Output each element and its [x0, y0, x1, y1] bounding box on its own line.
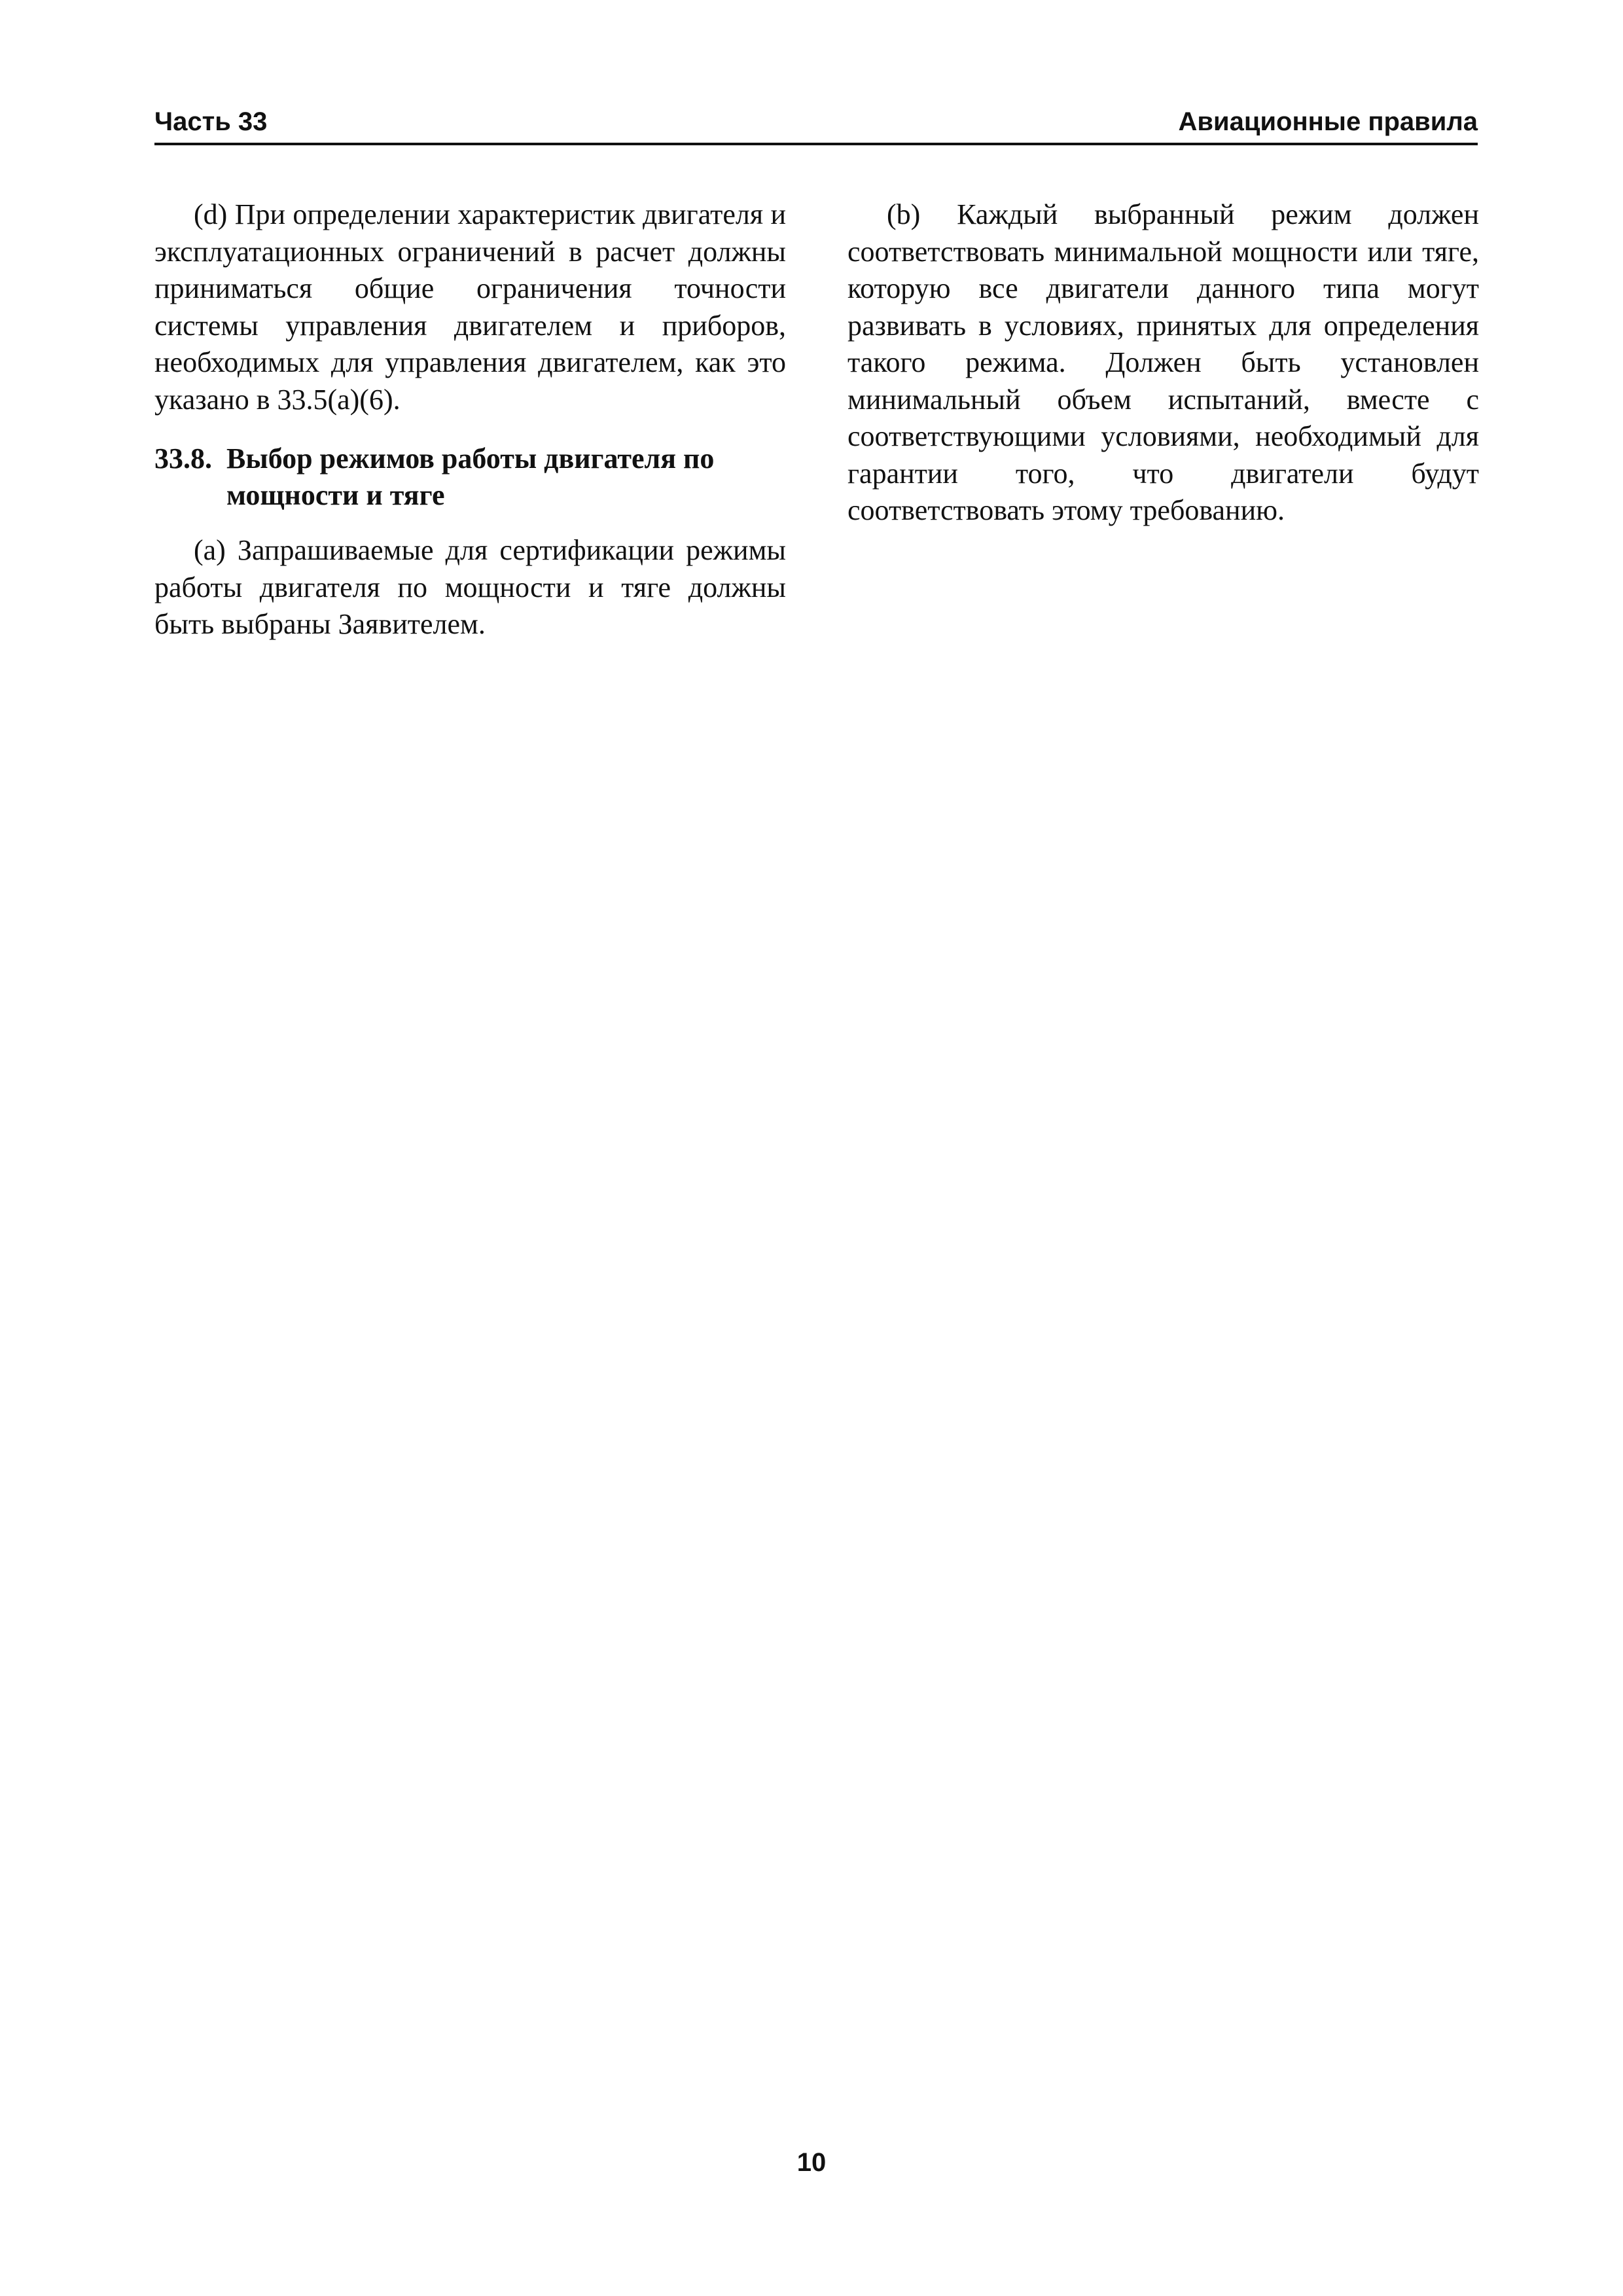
left-column — [154, 196, 786, 643]
header-document-title: Авиационные правила — [1178, 107, 1478, 136]
right-column — [847, 196, 1479, 529]
header-part-label: Часть 33 — [154, 107, 268, 136]
paragraph-d: (d) При определении характеристик двигателя и эксплуатационных ограничений в расчет должны приниматься общие ограничения точности системы управления двигателем и приборов, необходимых для управления двигателем, как это указано в 33.5(а)(6). — [154, 198, 786, 416]
paragraph-b: (b) Каждый выбранный режим должен соответствовать минимальной мощности или тяге, которую все двигатели данного типа могут развивать в условиях, принятых для определения такого режима. Должен быть установлен минимальный объем испытаний, вместе с соответствующими условиями, необходимый для гарантии того, что двигатели будут соответствовать этому требованию. — [847, 198, 1479, 526]
section-number: 33.8. — [154, 442, 212, 475]
running-header — [154, 103, 1478, 145]
page-number: 10 — [796, 2148, 827, 2177]
section-title: Выбор режимов работы двигателя по мощности и тяге — [226, 442, 715, 511]
section-heading — [154, 440, 786, 514]
paragraph-a: (а) Запрашиваемые для сертификации режимы работы двигателя по мощности и тяге должны быть выбраны Заявителем. — [154, 534, 786, 640]
